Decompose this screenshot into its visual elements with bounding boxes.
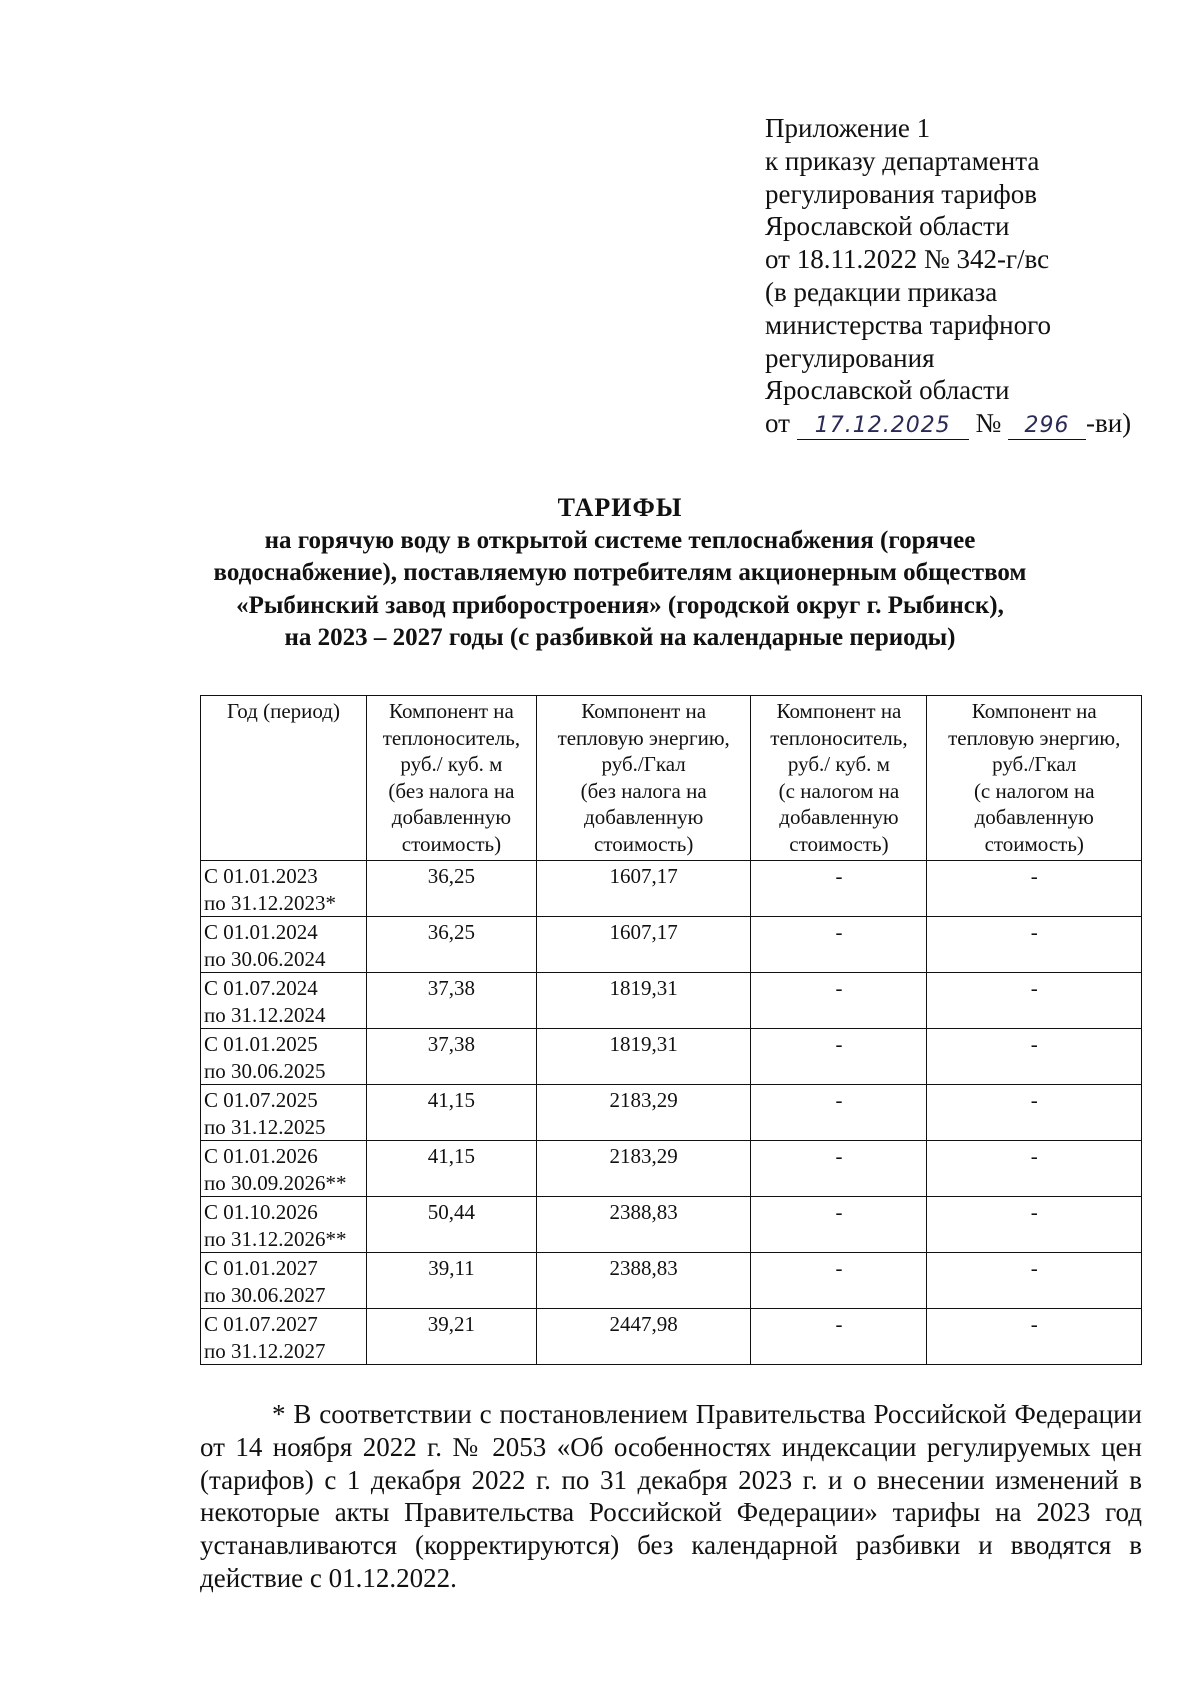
- period-to: по 30.06.2024: [204, 946, 326, 971]
- table-row: [201, 1197, 1142, 1253]
- energy-vat-cell: -: [927, 917, 1142, 973]
- period-from: С 01.07.2025: [204, 1088, 318, 1112]
- coolant-vat-cell: -: [751, 861, 927, 917]
- period-cell: [201, 1253, 367, 1309]
- column-header-line: тепловую энергию,: [557, 725, 730, 750]
- coolant-cell: 36,25: [366, 861, 536, 917]
- period-from: С 01.01.2024: [204, 920, 318, 944]
- header-line: от 18.11.2022 № 342-г/вс: [765, 244, 1050, 275]
- column-header-line: руб./ куб. м: [787, 752, 890, 776]
- column-header-line: стоимость): [401, 831, 502, 856]
- header-line: министерства тарифного: [765, 309, 1052, 340]
- subtitle-line: водоснабжение), поставляемую потребителям акционерным обществом: [213, 559, 1027, 586]
- energy-cell: 2388,83: [536, 1197, 751, 1253]
- column-header: [201, 696, 367, 861]
- footnote-text: * В соответствии с постановлением Правительства Российской Федерации от 14 ноября 2022 г. № 2053 «Об особенностях индексации регулируемых цен (тарифов) с 1 декабря 2022 г. по 31 декабря 2023 г. и о внесении изменений в некоторые акты Правительства Российской Федерации» тарифы на 2023 год устанавливаются (корректируются) без календарной разбивки и вводятся в действие с 01.12.2022.: [200, 1399, 1142, 1593]
- period-cell: [201, 1141, 367, 1197]
- column-header-line: Компонент на: [388, 699, 514, 723]
- energy-vat-cell: -: [927, 861, 1142, 917]
- coolant-cell: 50,44: [366, 1197, 536, 1253]
- header-line: регулирования тарифов: [765, 178, 1038, 209]
- coolant-vat-cell: -: [751, 1197, 927, 1253]
- coolant-cell: 41,15: [366, 1141, 536, 1197]
- energy-cell: 2447,98: [536, 1309, 751, 1365]
- energy-vat-cell: -: [927, 1085, 1142, 1141]
- column-header-line: (с налогом на: [778, 778, 900, 803]
- coolant-vat-cell: -: [751, 973, 927, 1029]
- document-title: [190, 492, 1050, 655]
- subtitle-line: на горячую воду в открытой системе теплоснабжения (горячее: [264, 526, 976, 554]
- table-row: [201, 1141, 1142, 1197]
- coolant-cell: 39,11: [366, 1253, 536, 1309]
- header-suffix: -ви): [1085, 408, 1132, 439]
- energy-vat-cell: -: [927, 1253, 1142, 1309]
- period-to: по 31.12.2026**: [204, 1226, 347, 1251]
- column-header-line: Компонент на: [581, 699, 707, 723]
- period-cell: [201, 1085, 367, 1141]
- coolant-vat-cell: -: [751, 1309, 927, 1365]
- period-from: С 01.07.2024: [204, 976, 318, 1000]
- energy-vat-cell: -: [927, 1141, 1142, 1197]
- period-from: С 01.01.2025: [204, 1032, 318, 1056]
- coolant-vat-cell: -: [751, 1085, 927, 1141]
- coolant-vat-cell: -: [751, 1141, 927, 1197]
- header-line: Приложение 1: [765, 113, 931, 143]
- table-row: [201, 861, 1142, 917]
- table-header-row: [201, 696, 1142, 861]
- header-line: регулирования: [765, 342, 935, 373]
- coolant-vat-cell: -: [751, 1029, 927, 1085]
- energy-vat-cell: -: [927, 1197, 1142, 1253]
- energy-cell: 1819,31: [536, 1029, 751, 1085]
- tariffs-table: [200, 695, 1142, 1365]
- column-header-line: добавленную: [974, 805, 1094, 829]
- period-cell: [201, 1309, 367, 1365]
- column-header: [927, 696, 1142, 861]
- table-row: [201, 973, 1142, 1029]
- period-from: С 01.01.2027: [204, 1256, 318, 1280]
- table-row: [201, 1029, 1142, 1085]
- column-header-line: теплоноситель,: [382, 725, 521, 750]
- period-cell: [201, 1029, 367, 1085]
- energy-cell: 2183,29: [536, 1141, 751, 1197]
- energy-vat-cell: -: [927, 1309, 1142, 1365]
- period-cell: [201, 973, 367, 1029]
- coolant-cell: 37,38: [366, 973, 536, 1029]
- column-header: [536, 696, 751, 861]
- header-line: Ярославской области: [765, 211, 1010, 242]
- handwritten-date: 17.12.2025: [797, 413, 969, 440]
- table-body: [201, 861, 1142, 1365]
- coolant-vat-cell: -: [751, 1253, 927, 1309]
- footnote: [200, 1398, 1142, 1595]
- period-to: по 31.12.2024: [204, 1002, 326, 1027]
- coolant-cell: 39,21: [366, 1309, 536, 1365]
- period-to: по 31.12.2027: [204, 1338, 326, 1363]
- column-header-line: Компонент на: [776, 699, 902, 723]
- appendix-header: [765, 112, 1185, 440]
- table-row: [201, 1253, 1142, 1309]
- energy-vat-cell: -: [927, 973, 1142, 1029]
- coolant-vat-cell: -: [751, 917, 927, 973]
- period-from: С 01.10.2026: [204, 1200, 318, 1224]
- energy-cell: 1819,31: [536, 973, 751, 1029]
- column-header-line: стоимость): [594, 831, 694, 856]
- energy-cell: 2183,29: [536, 1085, 751, 1141]
- period-to: по 30.06.2025: [204, 1058, 326, 1083]
- period-to: по 31.12.2025: [204, 1114, 326, 1139]
- period-to: по 30.09.2026**: [204, 1170, 347, 1195]
- column-header-line: теплоноситель,: [770, 725, 908, 750]
- column-header-line: добавленную: [584, 805, 704, 829]
- column-header-line: (без налога на: [580, 778, 707, 803]
- period-to: по 31.12.2023*: [204, 890, 336, 915]
- column-header: [366, 696, 536, 861]
- period-from: С 01.07.2027: [204, 1312, 318, 1336]
- header-amendment-line: [765, 407, 1185, 440]
- number-sign: №: [975, 408, 1002, 439]
- column-header: [751, 696, 927, 861]
- column-header-line: Компонент на: [971, 699, 1097, 723]
- coolant-cell: 41,15: [366, 1085, 536, 1141]
- column-header-line: (с налогом на: [973, 778, 1095, 803]
- energy-cell: 1607,17: [536, 917, 751, 973]
- subtitle-line: «Рыбинский завод приборостроения» (городской округ г. Рыбинск),: [236, 591, 1004, 619]
- column-header-line: тепловую энергию,: [948, 725, 1121, 750]
- main-title: ТАРИФЫ: [557, 493, 683, 522]
- table-row: [201, 1309, 1142, 1365]
- period-from: С 01.01.2026: [204, 1144, 318, 1168]
- column-header-line: (без налога на: [388, 778, 515, 803]
- column-header-line: руб./Гкал: [601, 752, 686, 776]
- header-line: к приказу департамента: [765, 145, 1040, 176]
- column-header-line: добавленную: [391, 805, 512, 829]
- energy-cell: 1607,17: [536, 861, 751, 917]
- coolant-cell: 36,25: [366, 917, 536, 973]
- header-line: (в редакции приказа: [765, 276, 998, 307]
- period-to: по 30.06.2027: [204, 1282, 326, 1307]
- column-header-line: руб./Гкал: [992, 752, 1077, 776]
- table-row: [201, 917, 1142, 973]
- column-header-line: руб./ куб. м: [400, 752, 503, 776]
- subtitle-line: на 2023 – 2027 годы (с разбивкой на календарные периоды): [284, 624, 956, 651]
- period-cell: [201, 1197, 367, 1253]
- header-line: Ярославской области: [765, 375, 1010, 406]
- handwritten-number: 296: [1008, 413, 1086, 440]
- energy-vat-cell: -: [927, 1029, 1142, 1085]
- header-prefix: от: [765, 408, 790, 439]
- period-cell: [201, 861, 367, 917]
- period-cell: [201, 917, 367, 973]
- column-header-line: стоимость): [984, 831, 1084, 856]
- energy-cell: 2388,83: [536, 1253, 751, 1309]
- coolant-cell: 37,38: [366, 1029, 536, 1085]
- column-header-line: добавленную: [779, 805, 899, 829]
- column-header-line: стоимость): [789, 831, 889, 856]
- table-row: [201, 1085, 1142, 1141]
- column-header-line: Год (период): [226, 699, 340, 723]
- period-from: С 01.01.2023: [204, 864, 318, 888]
